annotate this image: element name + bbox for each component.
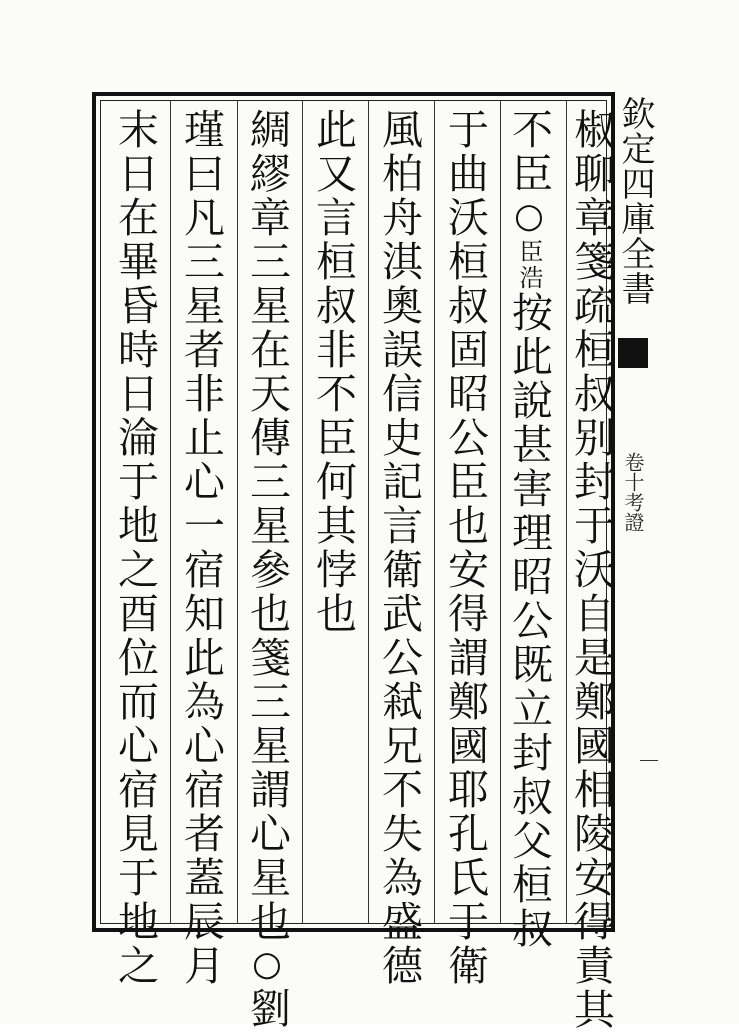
column-rule [170,100,171,924]
margin-rule [640,760,658,761]
chapter-label: 卷十考證 [621,452,645,532]
text-column-6 [244,108,290,1031]
text-column-2 [506,108,552,951]
text-column-1: 椒聊章箋疏桓叔别封于沃自是鄭國相陵安得責其 [567,108,615,1032]
column-2-text-a: 不臣 [505,108,553,196]
text-column-5: 此又言桓叔非不臣何其悖也 [309,108,357,636]
column-rule [500,100,501,924]
editor-gloss: 臣浩 [515,239,543,291]
text-column-8: 末日在畢昏時日淪于地之酉位而心宿見于地之 [111,108,159,988]
column-rule [237,100,238,924]
column-2-text-b: 按此說甚害理昭公既立封叔父桓叔 [505,291,553,951]
column-rule [434,100,435,924]
text-column-7: 瑾曰凡三星者非止心一宿知此為心宿者蓋辰月 [177,108,225,988]
fish-tail-mark [618,338,648,368]
column-rule [368,100,369,924]
text-column-3: 于曲沃桓叔固昭公臣也安得謂鄭國耶孔氏于衛 [441,108,489,988]
column-6-text-a: 綢繆章三星在天傳三星參也箋三星謂心星也 [243,108,291,944]
circle-mark: ○ [247,944,287,987]
column-6-text-b: 劉 [243,987,291,1031]
circle-mark: ○ [509,196,549,239]
book-title: 欽定四庫全書 [615,96,655,306]
column-rule [302,100,303,924]
text-column-4: 風柏舟淇奧誤信史記言衛武公弒兄不失為盛德 [375,108,423,988]
